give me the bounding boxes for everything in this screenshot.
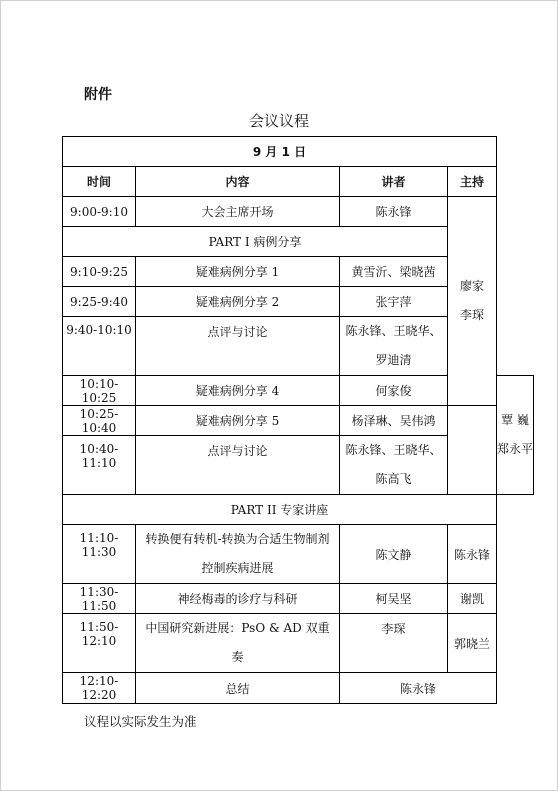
content-cell: 疑难病例分享 5 [136,406,340,436]
table-row [63,525,534,584]
table-row [63,673,534,704]
content-cell: 疑难病例分享 2 [136,287,340,317]
speaker-line: 陈高飞 [375,472,412,486]
section-part1: PART I 病例分享 [63,227,448,257]
content-line: 控制疾病进展 [201,561,274,575]
speaker-cell [340,436,448,495]
content-cell: 点评与讨论 [136,317,340,376]
speaker-cell: 张宇萍 [340,287,448,317]
host-cell: 陈永锋 [448,525,497,584]
speaker-cell: 杨泽琳、吴伟鸿 [340,406,448,436]
content-line: 转换便有转机-转换为合适生物制剂 [145,532,330,546]
page-title: 会议议程 [248,112,309,130]
header-time: 时间 [63,167,136,197]
speaker-cell: 李琛 [340,614,448,673]
footnote: 议程以实际发生为准 [84,714,197,729]
content-cell: 疑难病例分享 1 [136,257,340,287]
section-part2: PART II 专家讲座 [63,495,497,525]
host-name: 覃 巍 [501,413,529,427]
attachment-label: 附件 [84,87,112,103]
time-cell: 11:50-12:10 [63,614,136,673]
header-content: 内容 [136,167,340,197]
content-cell: 神经梅毒的诊疗与科研 [136,584,340,614]
time-cell: 10:25-10:40 [63,406,136,436]
table-row [63,584,534,614]
speaker-line: 陈永锋、王晓华、 [345,443,442,457]
time-cell: 11:30-11:50 [63,584,136,614]
content-cell: 大会主席开场 [136,197,340,227]
content-line: 中国研究新进展：PsO & AD 双重 [145,621,330,635]
speaker-cell: 何家俊 [340,376,448,406]
time-cell: 10:40-11:10 [63,436,136,495]
header-host: 主持 [448,167,497,197]
time-cell: 11:10-11:30 [63,525,136,584]
content-cell: 疑难病例分享 4 [136,376,340,406]
host-name: 李琛 [459,308,484,322]
speaker-line: 罗迪清 [375,353,412,367]
speaker-cell [340,317,448,376]
speaker-cell: 陈文静 [340,525,448,584]
host-name: 廖家 [459,279,484,293]
content-cell [136,614,340,673]
speaker-line: 陈永锋、王晓华、 [345,324,442,338]
content-cell [136,525,340,584]
date-row [63,137,534,167]
date-cell: 9 月 1 日 [63,137,497,167]
content-cell: 总结 [136,673,340,704]
time-cell: 12:10-12:20 [63,673,136,704]
section-row [63,495,534,525]
table-row [63,436,534,495]
table-row [63,614,534,673]
speaker-cell: 陈永锋 [340,197,448,227]
header-speaker: 讲者 [340,167,448,197]
host-name: 郑永平 [497,442,534,456]
host-cell-part1b [497,376,534,495]
speaker-cell: 陈永锋 [340,673,497,704]
content-line: 奏 [231,650,244,664]
host-cell: 谢凯 [448,584,497,614]
host-cell: 郭晓兰 [448,614,497,673]
host-cell-part1 [448,197,497,406]
time-cell: 9:00-9:10 [63,197,136,227]
time-cell: 10:10-10:25 [63,376,136,406]
time-cell: 9:10-9:25 [63,257,136,287]
speaker-cell: 黄雪沂、梁晓茜 [340,257,448,287]
header-row [63,167,534,197]
time-cell: 9:40-10:10 [63,317,136,376]
table-row [63,406,534,436]
speaker-cell: 柯吴坚 [340,584,448,614]
agenda-table [62,136,534,704]
time-cell: 9:25-9:40 [63,287,136,317]
table-row [63,197,534,227]
content-cell: 点评与讨论 [136,436,340,495]
